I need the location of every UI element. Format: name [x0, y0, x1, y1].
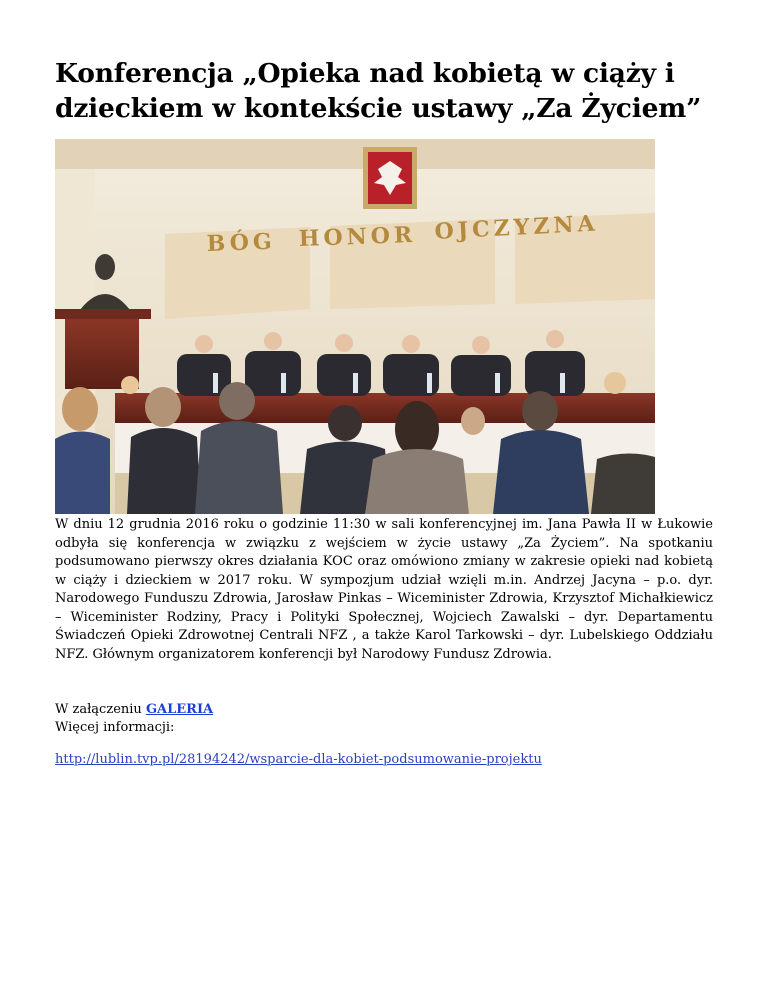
article-body: W dniu 12 grudnia 2016 roku o godzinie 11:30 w sali konferencyjnej im. Jana Pawła II w Łukowie odbyła się konferencja w związku z wejściem w życie ustawy „Za Życiem”. Na spotkaniu podsumowano pierwszy okres działania KOC oraz omówiono zmiany w zakresie opieki nad kobietą w ciąży i dzieckiem w 2017 roku. W sympozjum udział wzięli m.in. Andrzej Jacyna – p.o. dyr. Narodowego Funduszu Zdrowia, Jarosław Pinkas – Wiceminister Zdrowia, Krzysztof Michałkiewicz – Wiceminister Rodziny, Pracy i Polityki Społecznej, Wojciech Zawalski – dyr. Departamentu Świadczeń Opieki Zdrowotnej Centrali NFZ , a także Karol Tarkowski – dyr. Lubelskiego Oddziału NFZ. Głównym organizatorem konferencji był Narodowy Fundusz Zdrowia.: [55, 517, 713, 662]
attachment-line: [55, 701, 715, 719]
emblem-icon: [363, 147, 417, 209]
article: [55, 56, 715, 769]
attachment-prefix: W załączeniu: [55, 702, 142, 717]
conference-photo: [55, 139, 655, 514]
gallery-link[interactable]: GALERIA: [145, 702, 214, 717]
source-url-link[interactable]: http://lublin.tvp.pl/28194242/wsparcie-dla-kobiet-podsumowanie-projektu: [55, 752, 542, 767]
article-title: Konferencja „Opieka nad kobietą w ciąży i dzieckiem w kontekście ustawy „Za Życiem”: [55, 58, 702, 124]
inscription-word-1: BÓG: [206, 228, 277, 257]
inscription-word-3: OJCZYZNA: [433, 210, 600, 245]
inscription-word-2: HONOR: [298, 221, 417, 252]
more-info-label: Więcej informacji:: [55, 720, 175, 735]
